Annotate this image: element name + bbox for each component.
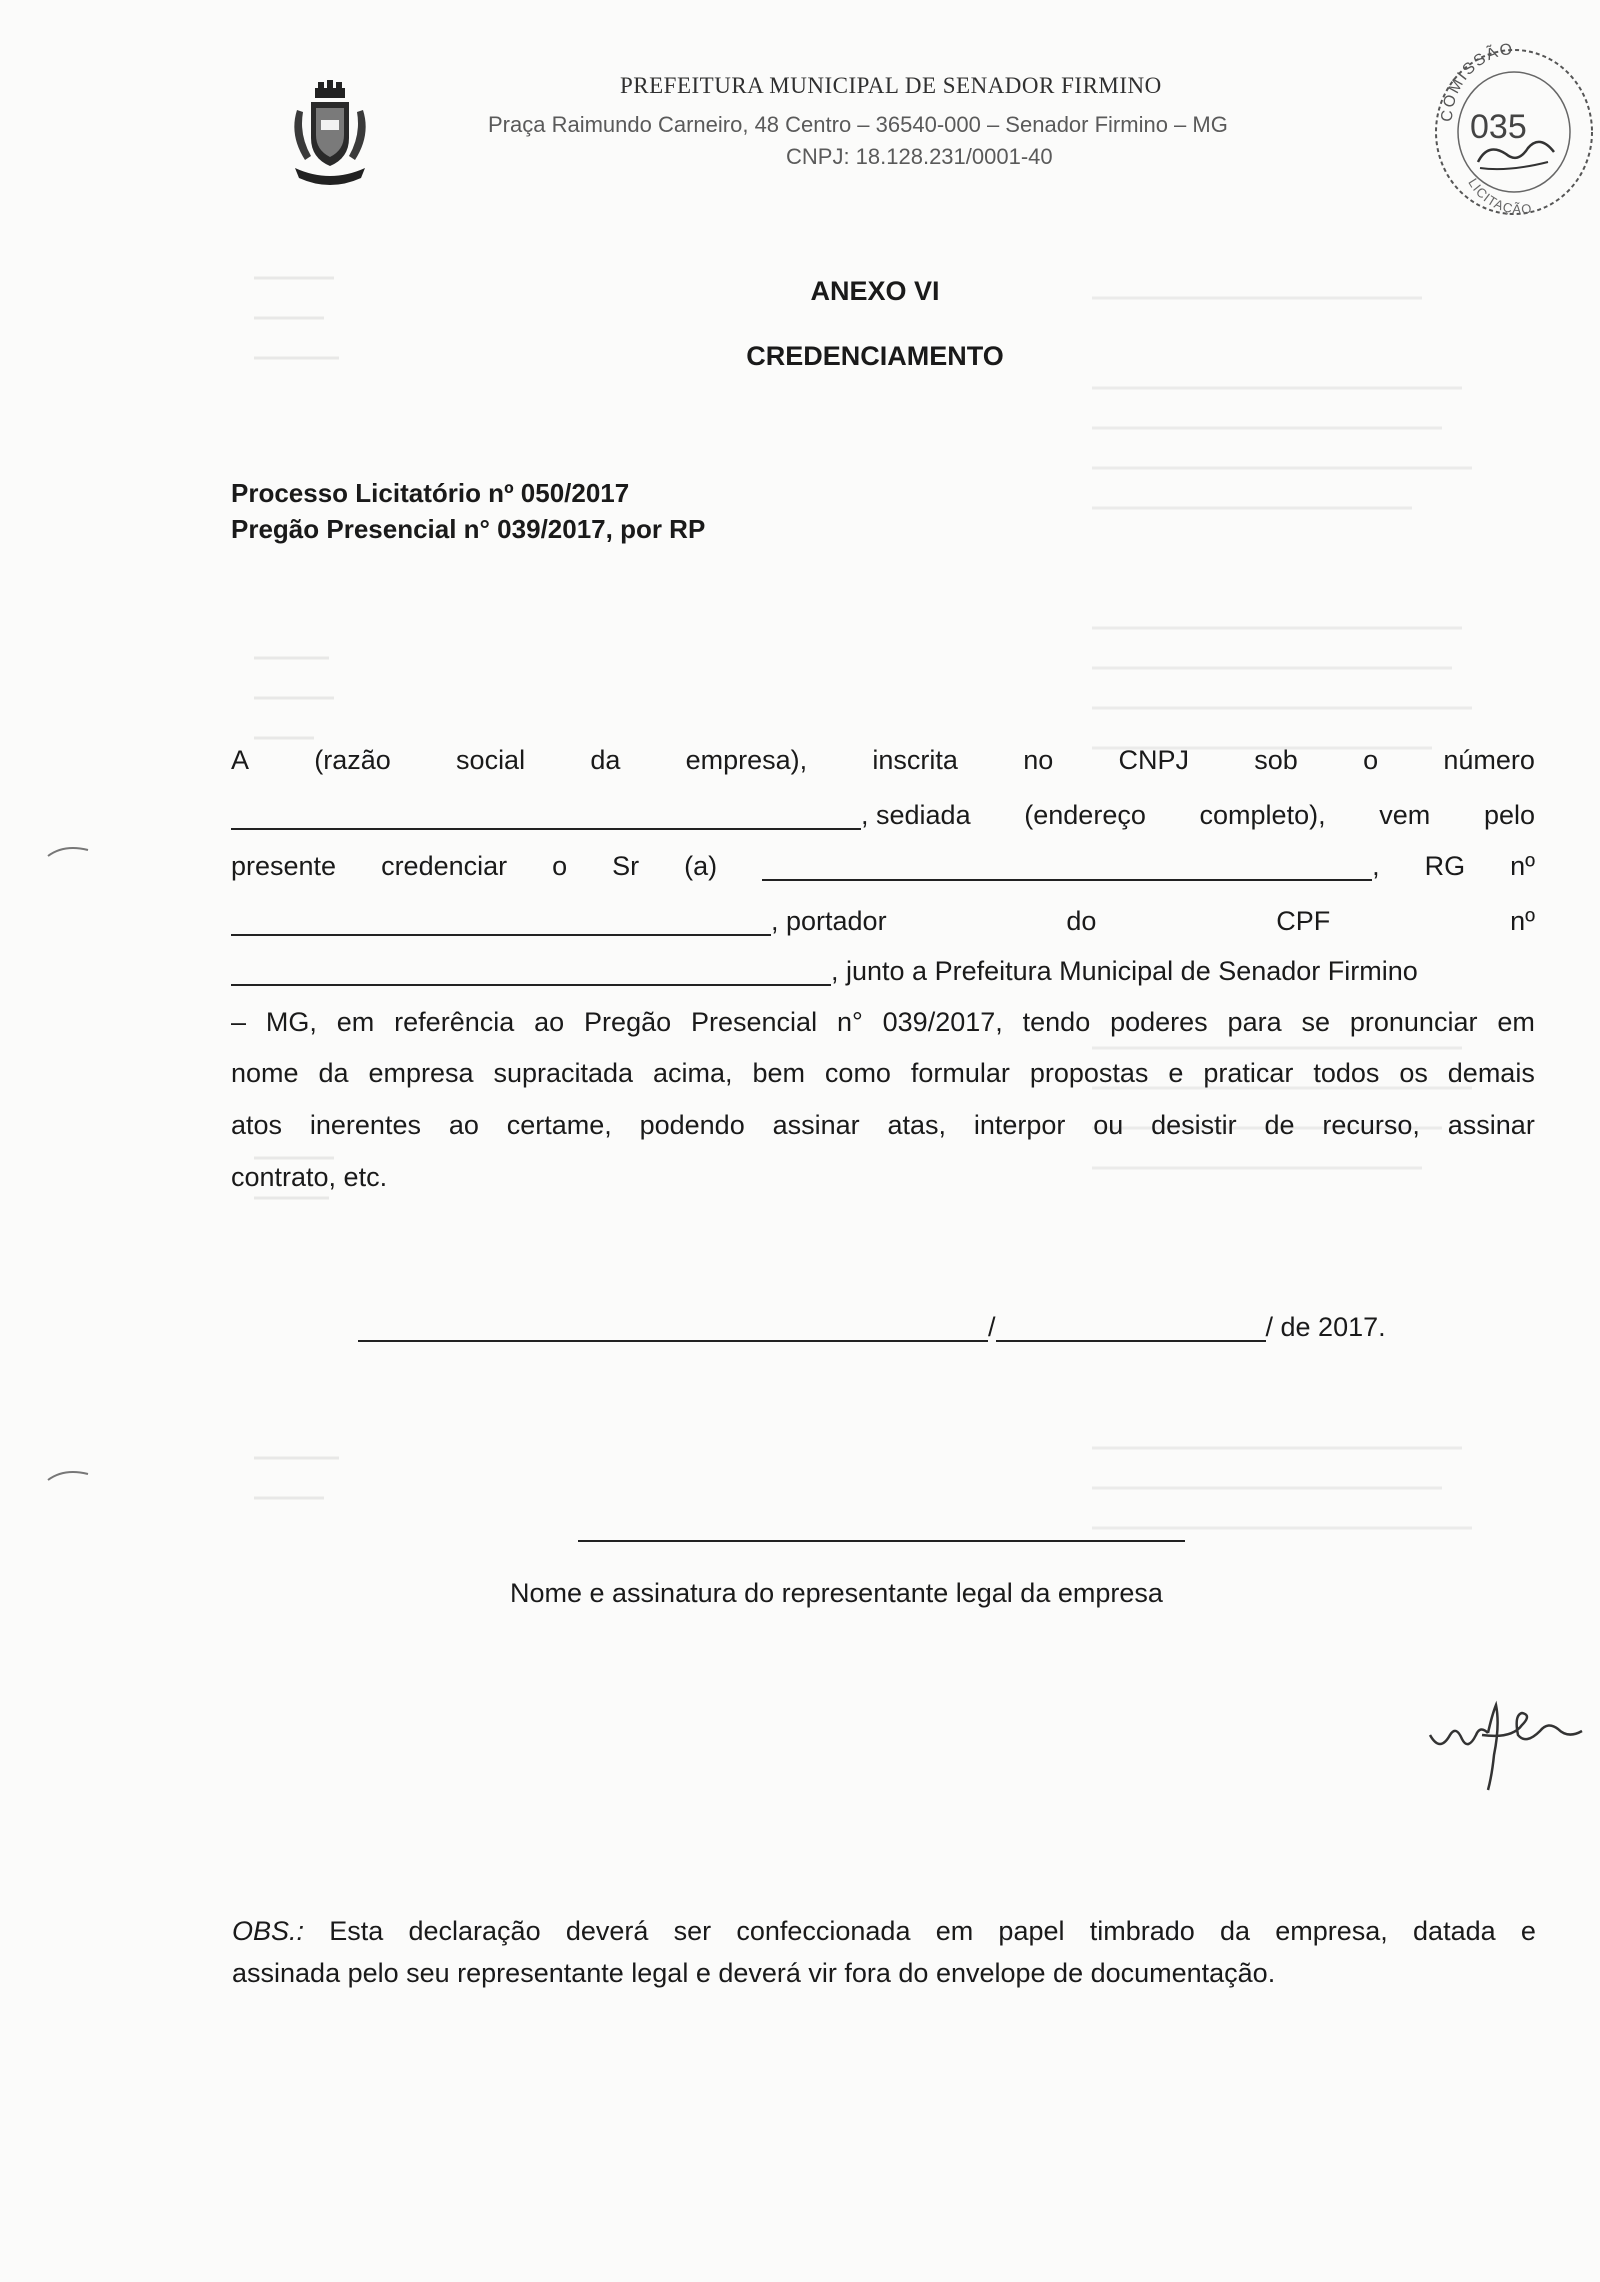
word: em [1497, 1007, 1535, 1037]
line-text: contrato, etc. [231, 1162, 388, 1192]
word: CNPJ [1118, 745, 1190, 775]
word: empresa), [685, 745, 808, 775]
word: , portador [771, 906, 887, 936]
word: recurso, [1322, 1110, 1420, 1140]
date-line [358, 1312, 1386, 1343]
scan-edge-mark [44, 840, 94, 860]
date-month-blank [996, 1340, 1266, 1342]
body-line-2 [231, 800, 1535, 831]
word: ao [534, 1007, 565, 1037]
word: formular [910, 1058, 1010, 1088]
body-line-6 [231, 1007, 1535, 1038]
date-year: / de 2017. [1265, 1312, 1386, 1342]
body-line-1 [231, 745, 1535, 776]
word: Pregão [584, 1007, 672, 1037]
word: pronunciar [1349, 1007, 1478, 1037]
letterhead-cnpj: CNPJ: 18.128.231/0001-40 [786, 144, 1053, 169]
show-through-marks-right [1082, 268, 1480, 1730]
word: desistir [1151, 1110, 1237, 1140]
word: praticar [1203, 1058, 1294, 1088]
word: , [1372, 851, 1380, 881]
body-line-5 [231, 956, 1535, 987]
document-title: CREDENCIAMENTO [746, 341, 1004, 371]
word: os [1399, 1058, 1428, 1088]
word: confeccionada [736, 1916, 911, 1946]
rg-blank-group [231, 906, 887, 937]
word: de [1264, 1110, 1295, 1140]
word: do [1066, 906, 1097, 936]
date-slash: / [988, 1312, 996, 1342]
cnpj-blank [231, 828, 861, 830]
word: para [1227, 1007, 1282, 1037]
word: nº [1510, 906, 1535, 936]
word: papel [998, 1916, 1065, 1946]
word: assinar [1447, 1110, 1535, 1140]
line-text: , junto a Prefeitura Municipal de Senador Firmino [831, 956, 1418, 986]
signature-caption: Nome e assinatura do representante legal da empresa [510, 1578, 1163, 1608]
word: da [1219, 1916, 1251, 1946]
word: ao [448, 1110, 479, 1140]
word: credenciar [381, 851, 508, 881]
svg-text:LICITAÇÃO: LICITAÇÃO [1465, 175, 1534, 217]
word: inscrita [872, 745, 958, 775]
word: sob [1254, 745, 1298, 775]
word: ou [1093, 1110, 1124, 1140]
word: o [552, 851, 568, 881]
word: atos [231, 1110, 283, 1140]
obs-line-2: assinada pelo seu representante legal e deverá vir fora do envelope de documentação. [232, 1958, 1276, 1988]
word: A [231, 745, 250, 775]
representative-name-blank [762, 879, 1372, 881]
word: número [1443, 745, 1535, 775]
handwritten-initials-icon [1422, 1695, 1592, 1795]
name-blank-group [762, 851, 1380, 882]
pregao-number: Pregão Presencial n° 039/2017, por RP [231, 514, 706, 544]
body-line-7 [231, 1058, 1535, 1089]
letterhead-address: Praça Raimundo Carneiro, 48 Centro – 36540-000 – Senador Firmino – MG [488, 112, 1228, 137]
word: e [1168, 1058, 1184, 1088]
word: 039/2017, [882, 1007, 1003, 1037]
body-line-4 [231, 906, 1535, 937]
word: todos [1313, 1058, 1380, 1088]
word: se [1301, 1007, 1330, 1037]
cnpj-blank-group [231, 800, 971, 831]
word: bem [752, 1058, 805, 1088]
word: no [1023, 745, 1054, 775]
word: supracitada [493, 1058, 634, 1088]
word: interpor [973, 1110, 1066, 1140]
word: deverá [565, 1916, 649, 1946]
cpf-blank [231, 984, 831, 986]
signature-line [578, 1540, 1185, 1542]
word: timbrado [1089, 1916, 1195, 1946]
word: datada [1413, 1916, 1496, 1946]
word: declaração [408, 1916, 541, 1946]
word: , sediada [861, 800, 971, 830]
word: empresa, [1275, 1916, 1388, 1946]
word: completo), [1199, 800, 1326, 830]
body-line-8 [231, 1110, 1535, 1141]
word: pelo [1483, 800, 1535, 830]
word: presente [231, 851, 337, 881]
word: o [1363, 745, 1379, 775]
word: demais [1447, 1058, 1535, 1088]
word: ser [673, 1916, 712, 1946]
rg-blank [231, 934, 771, 936]
municipal-crest-icon [285, 80, 375, 190]
process-number: Processo Licitatório nº 050/2017 [231, 478, 630, 508]
word: (endereço [1024, 800, 1146, 830]
scan-edge-mark [44, 1464, 94, 1484]
word: em [935, 1916, 974, 1946]
word: atas, [887, 1110, 946, 1140]
word: da [318, 1058, 349, 1088]
word: acima, [652, 1058, 733, 1088]
body-line-3 [231, 851, 1535, 882]
word: (razão [314, 745, 391, 775]
svg-text:COMISSÃO: COMISSÃO [1438, 40, 1516, 123]
word: poderes [1110, 1007, 1208, 1037]
date-day-month-blank [358, 1340, 988, 1342]
word: certame, [506, 1110, 612, 1140]
word: CPF [1276, 906, 1331, 936]
annex-heading: ANEXO VI [810, 276, 940, 306]
word: (a) [684, 851, 718, 881]
word: como [824, 1058, 891, 1088]
letterhead-title: PREFEITURA MUNICIPAL DE SENADOR FIRMINO [620, 73, 1162, 98]
word: tendo [1022, 1007, 1091, 1037]
word: inerentes [309, 1110, 421, 1140]
word: social [456, 745, 526, 775]
body-line-9 [231, 1162, 1535, 1193]
obs-line-1 [232, 1916, 1536, 1947]
word: assinar [772, 1110, 860, 1140]
word: nome [231, 1058, 299, 1088]
word: MG, [265, 1007, 317, 1037]
word: – [231, 1007, 247, 1037]
word: vem [1379, 800, 1431, 830]
word: nº [1510, 851, 1535, 881]
word: propostas [1029, 1058, 1149, 1088]
stamp-page-number: 035 [1470, 108, 1527, 146]
word: Sr [612, 851, 640, 881]
word: referência [394, 1007, 515, 1037]
word: empresa [368, 1058, 474, 1088]
word: e [1520, 1916, 1536, 1946]
word: podendo [639, 1110, 745, 1140]
obs-label: OBS.: [232, 1916, 305, 1946]
word: Esta [329, 1916, 384, 1946]
word: n° [836, 1007, 863, 1037]
word: da [590, 745, 621, 775]
word: Presencial [691, 1007, 818, 1037]
word: RG [1424, 851, 1466, 881]
word: em [336, 1007, 375, 1037]
